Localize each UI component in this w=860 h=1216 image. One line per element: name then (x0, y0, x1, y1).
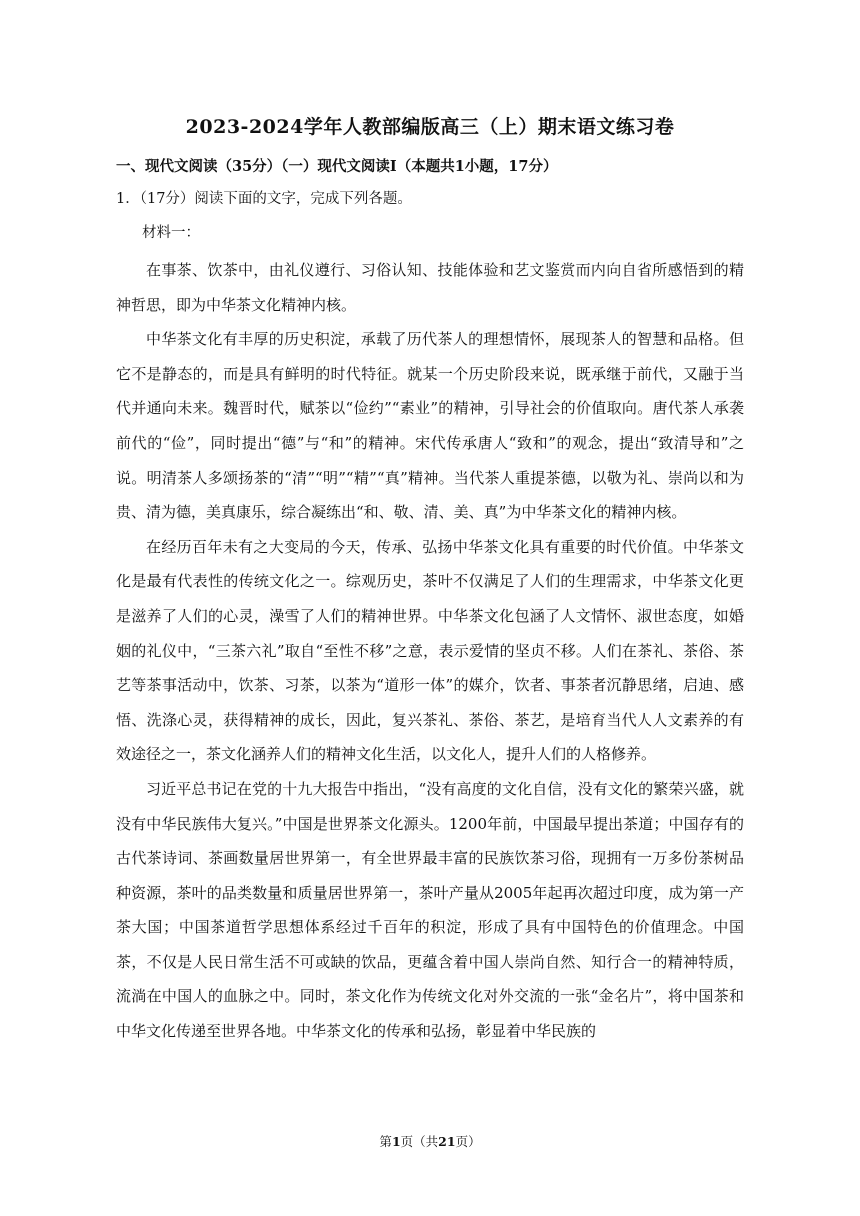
reading-passage (116, 253, 744, 1049)
footer-suffix: 页） (455, 1134, 481, 1149)
footer-total-pages: 21 (438, 1134, 456, 1149)
footer-middle: 页（共 (400, 1134, 439, 1149)
paragraph: 习近平总书记在党的十九大报告中指出，“没有高度的文化自信，没有文化的繁荣兴盛，就没有中华民族伟大复兴。”中国是世界茶文化源头。1200年前，中国最早提出茶道；中国存有的古代茶诗词、茶画数量居世界第一，有全世界最丰富的民族饮茶习俗，现拥有一万多份茶树品种资源，茶叶的品类数量和质量居世界第一，茶叶产量从2005年起再次超过印度，成为第一产茶大国；中国茶道哲学思想体系经过千百年的积淀，形成了具有中国特色的价值理念。中国茶，不仅是人民日常生活不可或缺的饮品，更蕴含着中国人崇尚自然、知行合一的精神特质，流淌在中国人的血脉之中。同时，茶文化作为传统文化对外交流的一张“金名片”，将中国茶和中华文化传递至世界各地。中华茶文化的传承和弘扬，彰显着中华民族的 (116, 779, 744, 1041)
section-heading: 一、现代文阅读（35分）（一）现代文阅读Ⅰ（本题共1小题，17分） (116, 158, 558, 175)
page-title: 2023-2024学年人教部编版高三（上）期末语文练习卷 (185, 116, 675, 138)
question-intro: 1．（17分）阅读下面的文字，完成下列各题。 (116, 191, 412, 207)
paragraph: 在经历百年未有之大变局的今天，传承、弘扬中华茶文化具有重要的时代价值。中华茶文化是最有代表性的传统文化之一。综观历史，茶叶不仅满足了人们的生理需求，中华茶文化更是滋养了人们的心灵，澡雪了人们的精神世界。中华茶文化包涵了人文情怀、淑世态度，如婚姻的礼仪中，“三茶六礼”取自“至性不移”之意，表示爱情的坚贞不移。人们在茶礼、茶俗、茶艺等茶事活动中，饮茶、习茶，以茶为“道形一体”的媒介，饮者、事茶者沉静思绪，启迪、感悟、洗涤心灵，获得精神的成长，因此，复兴茶礼、茶俗、茶艺，是培育当代人人文素养的有效途径之一，茶文化涵养人们的精神文化生活，以文化人，提升人们的人格修养。 (116, 537, 744, 764)
footer-page-number: 1 (391, 1134, 401, 1149)
material-label: 材料一： (142, 225, 200, 241)
page-footer (0, 1132, 860, 1152)
paragraph: 在事茶、饮茶中，由礼仪遵行、习俗认知、技能体验和艺文鉴赏而内向自省所感悟到的精神哲思，即为中华茶文化精神内核。 (116, 261, 744, 314)
paragraph: 中华茶文化有丰厚的历史积淀，承载了历代茶人的理想情怀，展现茶人的智慧和品格。但它不是静态的，而是具有鲜明的时代特征。就某一个历史阶段来说，既承继于前代，又融于当代并通向未来。魏晋时代，赋茶以“俭约”“素业”的精神，引导社会的价值取向。唐代茶人承袭前代的“俭”，同时提出“德”与“和”的精神。宋代传承唐人“致和”的观念，提出“致清导和”之说。明清茶人多颂扬茶的“清”“明”“精”“真”精神。当代茶人重提茶德，以敬为礼、崇尚以和为贵、清为德，美真康乐，综合凝练出“和、敬、清、美、真”为中华茶文化的精神内核。 (116, 330, 744, 522)
footer-prefix: 第 (379, 1134, 392, 1149)
